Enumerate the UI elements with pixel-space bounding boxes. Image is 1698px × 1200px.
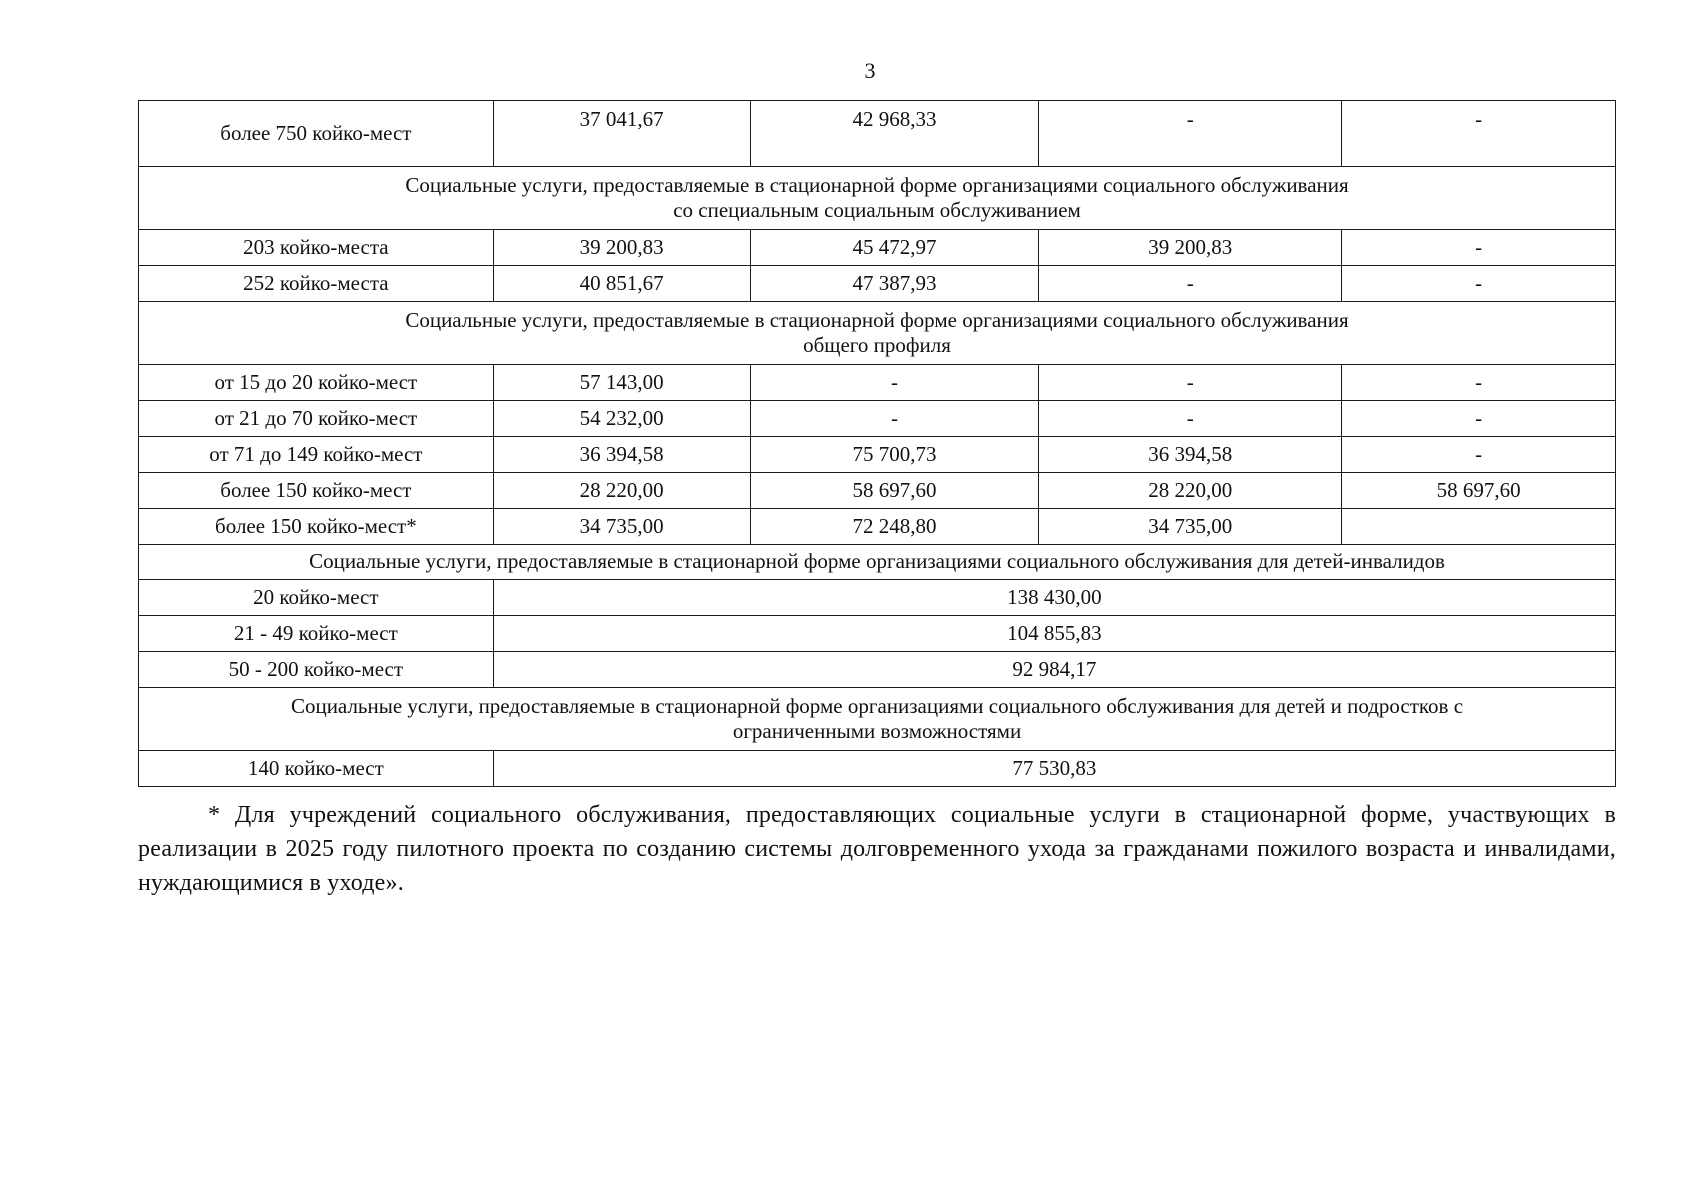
section-header-line: ограниченными возможностями xyxy=(732,719,1022,743)
capacity-label-cell: от 21 до 70 койко-мест xyxy=(139,401,494,437)
capacity-label-cell: 20 койко-мест xyxy=(139,580,494,616)
section-header-line: Социальные услуги, предоставляемые в стационарной форме организациями социального обслуживания xyxy=(405,307,1349,332)
table-row xyxy=(139,401,1616,437)
section-header-cell xyxy=(139,167,1616,230)
tariff-value-cell: 45 472,97 xyxy=(750,230,1039,266)
section-header-line: со специальным социальным обслуживанием xyxy=(673,198,1081,222)
tariff-value-cell: 42 968,33 xyxy=(750,101,1039,167)
tariff-value-cell: - xyxy=(1342,101,1616,167)
tariff-value-cell: 39 200,83 xyxy=(493,230,750,266)
tariff-value-cell: 39 200,83 xyxy=(1039,230,1342,266)
section-header-line: Социальные услуги, предоставляемые в стационарной форме организациями социального обслуживания для детей-инвалидов xyxy=(309,549,1445,574)
tariff-value-cell: 58 697,60 xyxy=(750,473,1039,509)
tariff-value-cell: 58 697,60 xyxy=(1342,473,1616,509)
tariff-value-cell: 40 851,67 xyxy=(493,266,750,302)
table-row xyxy=(139,580,1616,616)
tariff-value-cell: - xyxy=(750,365,1039,401)
tariff-value-cell: - xyxy=(1342,230,1616,266)
merged-tariff-value-cell: 92 984,17 xyxy=(493,652,1615,688)
tariff-value-cell: - xyxy=(1342,266,1616,302)
tariff-value-cell: - xyxy=(1342,365,1616,401)
section-header-line: Социальные услуги, предоставляемые в стационарной форме организациями социального обслуживания для детей и подростков с xyxy=(290,693,1464,718)
tariff-value-cell: 72 248,80 xyxy=(750,509,1039,545)
merged-tariff-value-cell: 77 530,83 xyxy=(493,751,1615,787)
section-header-row xyxy=(139,167,1616,230)
merged-tariff-value-cell: 138 430,00 xyxy=(493,580,1615,616)
section-header-cell xyxy=(139,688,1616,751)
capacity-label-cell: более 150 койко-мест xyxy=(139,473,494,509)
tariff-value-cell: 34 735,00 xyxy=(1039,509,1342,545)
table-row xyxy=(139,101,1616,167)
tariff-value-cell: 36 394,58 xyxy=(493,437,750,473)
footnote: * Для учреждений социального обслуживания, предоставляющих социальные услуги в стационарной форме, участвующих в реализации в 2025 году пилотного проекта по созданию системы долговременного ухода за гражданами пожилого возраста и инвалидами, нуждающимися в уходе». xyxy=(138,802,1616,896)
table-row xyxy=(139,365,1616,401)
capacity-label-cell: более 150 койко-мест* xyxy=(139,509,494,545)
tariff-value-cell: - xyxy=(750,401,1039,437)
tariff-value-cell: 47 387,93 xyxy=(750,266,1039,302)
section-header-row xyxy=(139,688,1616,751)
tariff-value-cell: - xyxy=(1039,266,1342,302)
section-header-cell xyxy=(139,545,1616,580)
section-header-row xyxy=(139,302,1616,365)
table-row xyxy=(139,437,1616,473)
capacity-label-cell: от 15 до 20 койко-мест xyxy=(139,365,494,401)
tariff-value-cell: - xyxy=(1342,437,1616,473)
tariff-value-cell: - xyxy=(1039,365,1342,401)
table-row xyxy=(139,616,1616,652)
table-row xyxy=(139,230,1616,266)
capacity-label-cell: 140 койко-мест xyxy=(139,751,494,787)
tariff-value-cell: 57 143,00 xyxy=(493,365,750,401)
capacity-label-cell: 50 - 200 койко-мест xyxy=(139,652,494,688)
tariff-value-cell xyxy=(1342,509,1616,545)
capacity-label-cell: 252 койко-места xyxy=(139,266,494,302)
section-header-row xyxy=(139,545,1616,580)
tariff-value-cell: - xyxy=(1342,401,1616,437)
tariff-value-cell: 37 041,67 xyxy=(493,101,750,167)
section-header-line: Социальные услуги, предоставляемые в стационарной форме организациями социального обслуживания xyxy=(405,172,1349,197)
tariff-value-cell: - xyxy=(1039,401,1342,437)
capacity-label-cell: от 71 до 149 койко-мест xyxy=(139,437,494,473)
tariff-value-cell: 28 220,00 xyxy=(493,473,750,509)
tariff-value-cell: 28 220,00 xyxy=(1039,473,1342,509)
table-row xyxy=(139,509,1616,545)
tariff-value-cell: - xyxy=(1039,101,1342,167)
tariff-table xyxy=(138,100,1616,787)
section-header-line: общего профиля xyxy=(803,333,951,357)
tariff-value-cell: 36 394,58 xyxy=(1039,437,1342,473)
tariff-value-cell: 75 700,73 xyxy=(750,437,1039,473)
page-number: 3 xyxy=(864,58,876,83)
tariff-value-cell: 34 735,00 xyxy=(493,509,750,545)
table-row xyxy=(139,473,1616,509)
table-row xyxy=(139,751,1616,787)
tariff-table-body xyxy=(139,101,1616,787)
table-row xyxy=(139,652,1616,688)
table-row xyxy=(139,266,1616,302)
tariff-value-cell: 54 232,00 xyxy=(493,401,750,437)
capacity-label-cell: 203 койко-места xyxy=(139,230,494,266)
capacity-label-cell: 21 - 49 койко-мест xyxy=(139,616,494,652)
section-header-cell xyxy=(139,302,1616,365)
capacity-label-cell: более 750 койко-мест xyxy=(139,101,494,167)
merged-tariff-value-cell: 104 855,83 xyxy=(493,616,1615,652)
